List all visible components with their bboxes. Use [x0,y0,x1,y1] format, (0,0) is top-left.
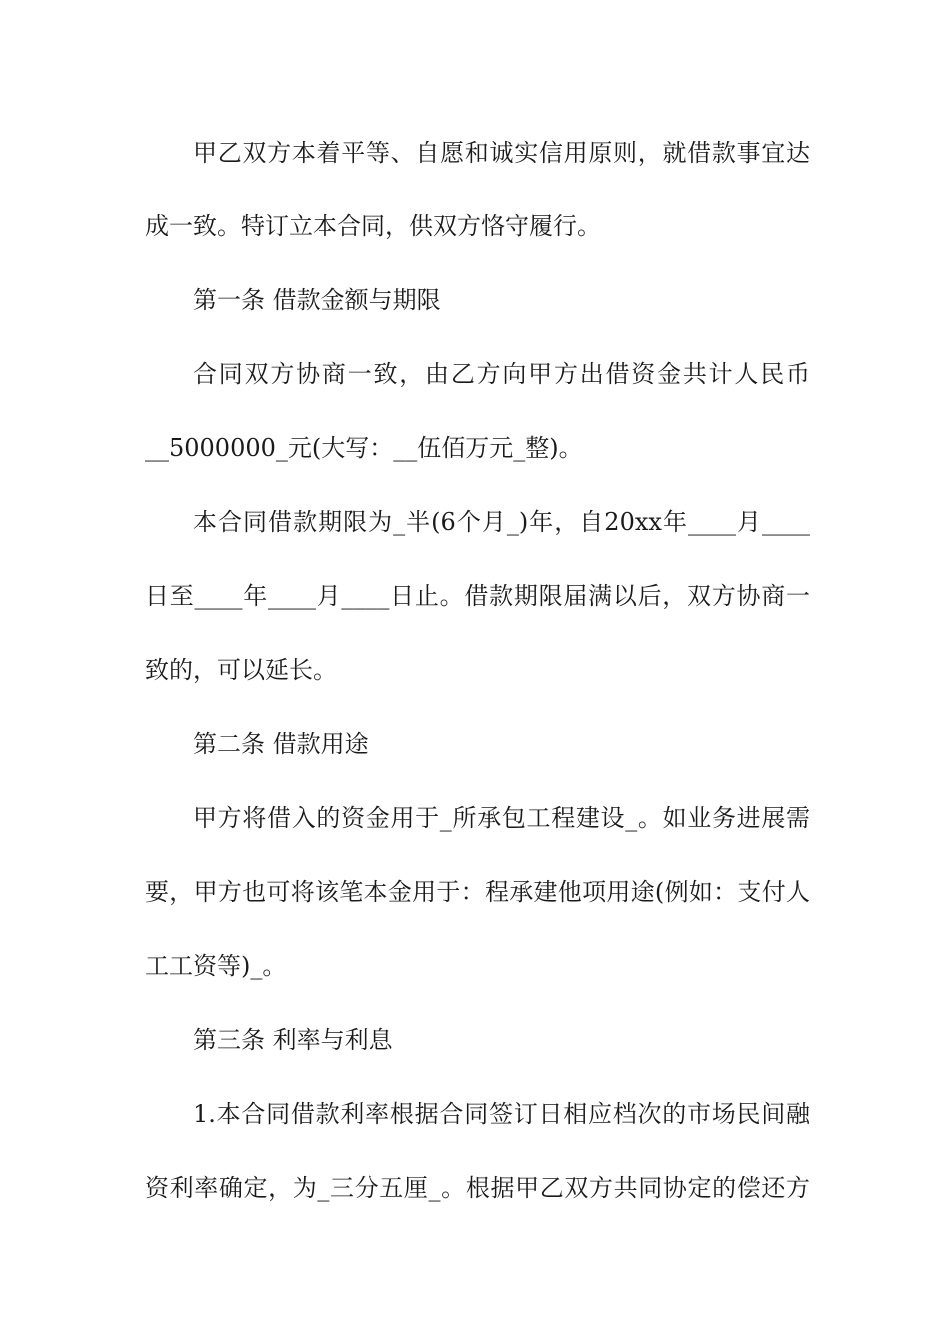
paragraph-line: 工工资等)_。 [145,952,287,980]
article-heading: 第二条 借款用途 [193,730,369,758]
paragraph-line: __5000000_元(大写：__伍佰万元_整)。 [145,434,583,462]
paragraph-line: 日至____年____月____日止。借款期限届满以后，双方协商一 [145,582,810,610]
paragraph-line: 合同双方协商一致，由乙方向甲方出借资金共计人民币 [193,360,810,388]
article-heading: 第一条 借款金额与期限 [193,286,441,314]
paragraph-line: 资利率确定，为_三分五厘_。根据甲乙双方共同协定的偿还方 [145,1174,810,1202]
paragraph-line: 甲乙双方本着平等、自愿和诚实信用原则，就借款事宜达 [193,139,810,167]
paragraph-line: 致的，可以延长。 [145,656,337,684]
article-heading: 第三条 利率与利息 [193,1026,393,1054]
paragraph-line: 要，甲方也可将该笔本金用于：程承建他项用途(例如：支付人 [145,878,810,906]
paragraph-line: 甲方将借入的资金用于_所承包工程建设_。如业务进展需 [193,804,810,832]
paragraph-line: 1.本合同借款利率根据合同签订日相应档次的市场民间融 [193,1100,810,1128]
paragraph-line: 本合同借款期限为_半(6个月_)年，自20xx年____月____ [193,508,810,536]
paragraph-line: 成一致。特订立本合同，供双方恪守履行。 [145,212,601,240]
